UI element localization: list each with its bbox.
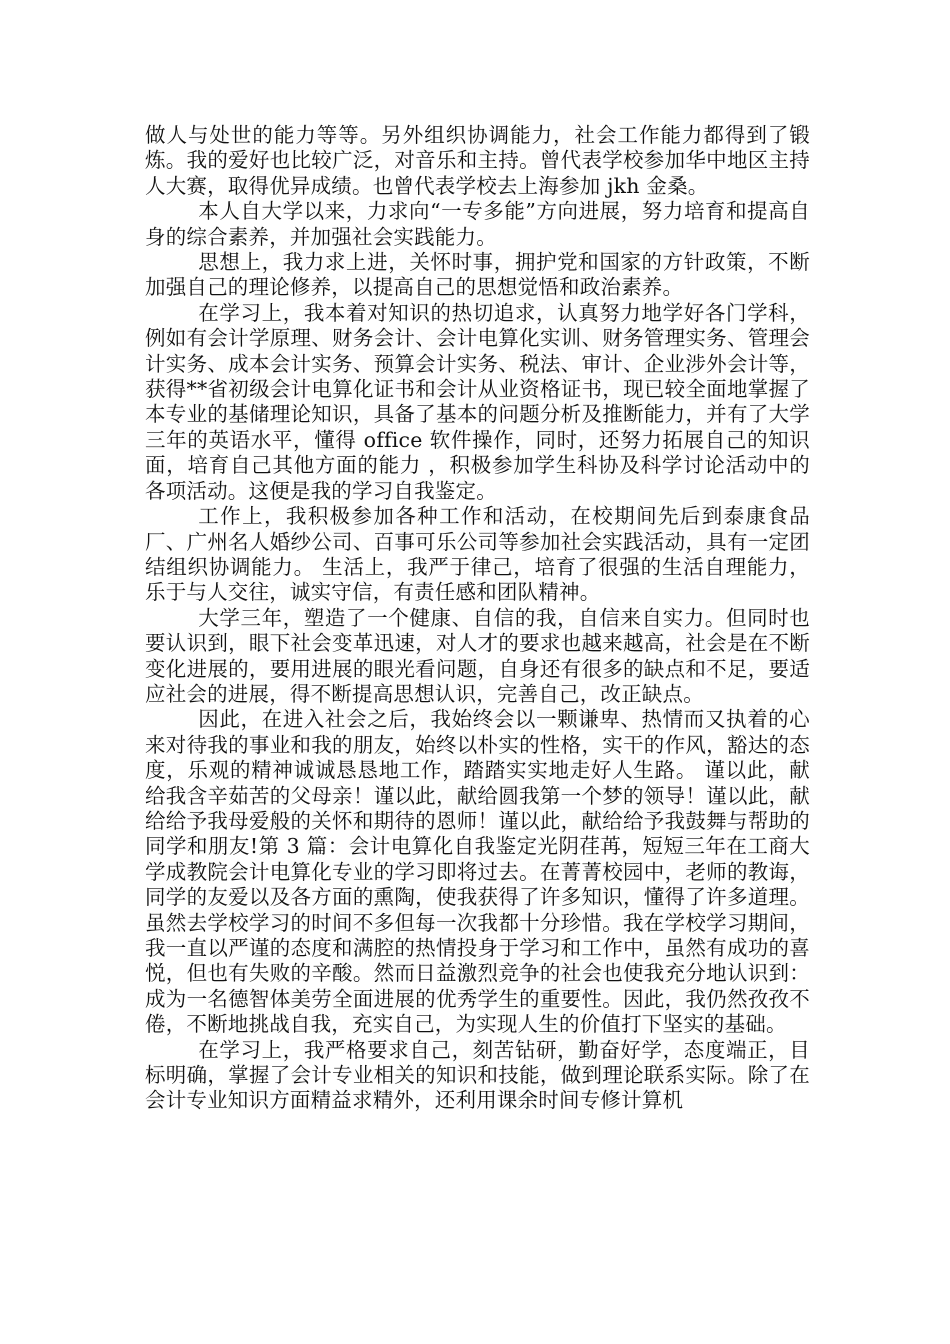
- paragraph-8: 在学习上，我严格要求自己，刻苦钻研，勤奋好学，态度端正，目标明确，掌握了会计专业相关的知识和技能，做到理论联系实际。除了在会计专业知识方面精益求精外，还利用课余时间专修计算机: [145, 1037, 810, 1113]
- paragraph-6: 大学三年，塑造了一个健康、自信的我，自信来自实力。但同时也要认识到，眼下社会变革迅速，对人才的要求也越来越高，社会是在不断变化进展的，要用进展的眼光看问题，自身还有很多的缺点和不足，要适应社会的进展，得不断提高思想认识，完善自己，改正缺点。: [145, 605, 810, 706]
- paragraph-3: 思想上，我力求上进，关怀时事，拥护党和国家的方针政策，不断加强自己的理论修养，以提高自己的思想觉悟和政治素养。: [145, 250, 810, 300]
- paragraph-4: 在学习上，我本着对知识的热切追求，认真努力地学好各门学科，例如有会计学原理、财务会计、会计电算化实训、财务管理实务、管理会计实务、成本会计实务、预算会计实务、税法、审计、企业涉外会计等，获得**省初级会计电算化证书和会计从业资格证书，现已较全面地掌握了本专业的基储理论知识，具备了基本的问题分析及推断能力，并有了大学三年的英语水平，懂得 office 软件操作，同时，还努力拓展自己的知识面，培育自己其他方面的能力 ，积极参加学生科协及科学讨论活动中的各项活动。这便是我的学习自我鉴定。: [145, 300, 810, 503]
- paragraph-7: 因此，在进入社会之后，我始终会以一颗谦卑、热情而又执着的心来对待我的事业和我的朋友，始终以朴实的性格，实干的作风，豁达的态度，乐观的精神诚诚恳恳地工作，踏踏实实地走好人生路。 谨以此，献给我含辛茹苦的父母亲！谨以此，献给圆我第一个梦的领导！谨以此，献给给予我母爱般的关怀和期待的恩师！谨以此，献给给予我鼓舞与帮助的同学和朋友!第 3 篇：会计电算化自我鉴定光阴荏苒，短短三年在工商大学成教院会计电算化专业的学习即将过去。在菁菁校园中，老师的教诲，同学的友爱以及各方面的熏陶，使我获得了许多知识，懂得了许多道理。虽然去学校学习的时间不多但每一次我都十分珍惜。我在学校学习期间，我一直以严谨的态度和满腔的热情投身于学习和工作中，虽然有成功的喜悦，但也有失败的辛酸。然而日益激烈竞争的社会也使我充分地认识到：成为一名德智体美劳全面进展的优秀学生的重要性。因此，我仍然孜孜不倦，不断地挑战自我，充实自己，为实现人生的价值打下坚实的基础。: [145, 707, 810, 1037]
- paragraph-2: 本人自大学以来，力求向“一专多能”方向进展，努力培育和提高自身的综合素养，并加强社会实践能力。: [145, 199, 810, 249]
- paragraph-5: 工作上，我积极参加各种工作和活动，在校期间先后到泰康食品厂、广州名人婚纱公司、百事可乐公司等参加社会实践活动，具有一定团结组织协调能力。 生活上，我严于律己，培育了很强的生活自理能力，乐于与人交往，诚实守信，有责任感和团队精神。: [145, 504, 810, 605]
- document-body: [145, 123, 810, 1114]
- paragraph-1: 做人与处世的能力等等。另外组织协调能力，社会工作能力都得到了锻炼。我的爱好也比较广泛，对音乐和主持。曾代表学校参加华中地区主持人大赛，取得优异成绩。也曾代表学校去上海参加 jkh 金桑。: [145, 123, 810, 198]
